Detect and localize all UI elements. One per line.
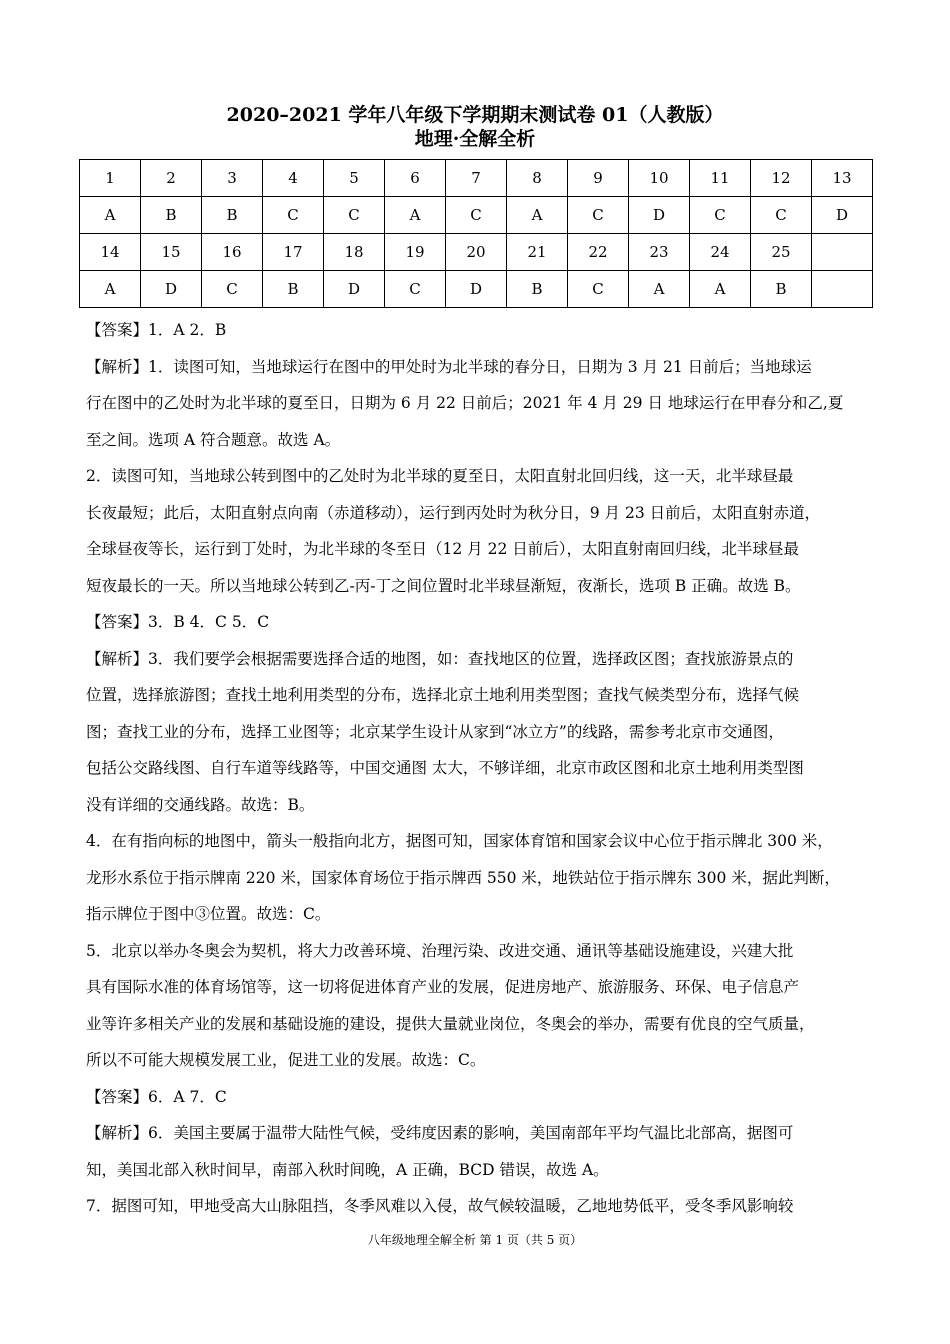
question-number-row [80, 234, 873, 271]
answer-cell: C [568, 197, 629, 234]
answer-cell: C [690, 197, 751, 234]
answer-cell: B [141, 197, 202, 234]
text-line: 全球昼夜等长，运行到丁处时，为北半球的冬至日（12 月 22 日前后），太阳直射南回归线，北半球昼最 [86, 540, 799, 558]
text-line: 【答案】1．A 2．B [86, 321, 227, 339]
text-line: 至之间。选项 A 符合题意。故选 A。 [86, 430, 341, 449]
question-number-cell: 10 [629, 160, 690, 197]
question-number-cell: 12 [751, 160, 812, 197]
question-number-cell: 5 [324, 160, 385, 197]
answer-cell: D [446, 271, 507, 308]
question-number-cell: 9 [568, 160, 629, 197]
answer-cell: C [568, 271, 629, 308]
page-footer: 八年级地理全解全析 第 1 页（共 5 页） [367, 1233, 583, 1247]
question-number-cell: 20 [446, 234, 507, 271]
question-number-cell: 7 [446, 160, 507, 197]
text-line: 【答案】3．B 4．C 5．C [86, 613, 270, 631]
answer-cell: D [812, 197, 873, 234]
text-line: 【解析】1．读图可知，当地球运行在图中的甲处时为北半球的春分日，日期为 3 月 21 日前后；当地球运 [86, 357, 812, 376]
question-number-cell: 16 [202, 234, 263, 271]
explanation-text [86, 312, 876, 1225]
answer-cell: C [263, 197, 324, 234]
text-line: 7．据图可知，甲地受高大山脉阻挡，冬季风难以入侵，故气候较温暖，乙地地势低平，受冬季风影响较 [86, 1197, 794, 1215]
document-subtitle: 地理·全解全析 [414, 128, 536, 150]
question-number-cell: 17 [263, 234, 324, 271]
text-line: 行在图中的乙处时为北半球的夏至日，日期为 6 月 22 日前后；2021 年 4 月 29 日 地球运行在甲春分和乙,夏 [86, 394, 844, 412]
text-line: 图；查找工业的分布，选择工业图等；北京某学生设计从家到“冰立方”的线路，需参考北京市交通图， [86, 722, 784, 741]
text-line: 位置，选择旅游图；查找土地利用类型的分布，选择北京土地利用类型图；查找气候类型分布，选择气候 [86, 686, 800, 704]
question-number-cell: 25 [751, 234, 812, 271]
answer-row [80, 271, 873, 308]
answer-table [79, 159, 873, 308]
text-line: 4．在有指向标的地图中，箭头一般指向北方，据图可知，国家体育馆和国家会议中心位于指示牌北 300 米， [86, 832, 833, 850]
answer-cell: C [385, 271, 446, 308]
question-number-cell: 1 [80, 160, 141, 197]
text-line: 【解析】6．美国主要属于温带大陆性气候，受纬度因素的影响，美国南部年平均气温比北部高，据图可 [86, 1124, 794, 1142]
document-title: 2020–2021 学年八年级下学期期末测试卷 01（人教版） [226, 104, 724, 126]
answer-cell: C [324, 197, 385, 234]
question-number-cell: 3 [202, 160, 263, 197]
question-number-cell [812, 234, 873, 271]
question-number-cell: 6 [385, 160, 446, 197]
question-number-cell: 21 [507, 234, 568, 271]
question-number-cell: 14 [80, 234, 141, 271]
answer-cell: A [629, 271, 690, 308]
answer-cell: C [751, 197, 812, 234]
text-line: 业等许多相关产业的发展和基础设施的建设，提供大量就业岗位，冬奥会的举办，需要有优良的空气质量， [86, 1014, 815, 1033]
question-number-cell: 24 [690, 234, 751, 271]
answer-row [80, 197, 873, 234]
text-line: 【解析】3．我们要学会根据需要选择合适的地图，如：查找地区的位置，选择政区图；查找旅游景点的 [86, 649, 794, 668]
text-line: 具有国际水准的体育场馆等，这一切将促进体育产业的发展，促进房地产、旅游服务、环保、电子信息产 [86, 978, 800, 996]
text-line: 短夜最长的一天。所以当地球公转到乙-丙-丁之间位置时北半球昼渐短，夜渐长，选项 B 正确。故选 B。 [86, 576, 801, 595]
question-number-cell: 2 [141, 160, 202, 197]
text-line: 长夜最短；此后，太阳直射点向南（赤道移动），运行到丙处时为秋分日，9 月 23 日前后，太阳直射赤道， [86, 503, 821, 522]
answer-cell: D [324, 271, 385, 308]
question-number-cell: 19 [385, 234, 446, 271]
question-number-cell: 13 [812, 160, 873, 197]
text-line: 没有详细的交通线路。故选：B。 [86, 795, 315, 814]
question-number-cell: 4 [263, 160, 324, 197]
answer-cell: A [507, 197, 568, 234]
answer-cell: A [80, 271, 141, 308]
answer-cell: A [80, 197, 141, 234]
question-number-row [80, 160, 873, 197]
answer-cell: A [385, 197, 446, 234]
text-line: 所以不可能大规模发展工业，促进工业的发展。故选：C。 [86, 1051, 486, 1069]
answer-cell: D [629, 197, 690, 234]
question-number-cell: 23 [629, 234, 690, 271]
text-line: 【答案】6．A 7．C [86, 1087, 227, 1106]
text-line: 指示牌位于图中③位置。故选：C。 [86, 905, 331, 923]
question-number-cell: 15 [141, 234, 202, 271]
answer-cell: B [263, 271, 324, 308]
question-number-cell: 18 [324, 234, 385, 271]
answer-cell: D [141, 271, 202, 308]
text-line: 5．北京以举办冬奥会为契机，将大力改善环境、治理污染、改进交通、通讯等基础设施建设，兴建大批 [86, 941, 794, 960]
text-line: 龙形水系位于指示牌南 220 米，国家体育场位于指示牌西 550 米，地铁站位于指示牌东 300 米，据此判断， [86, 868, 840, 887]
answer-cell: C [446, 197, 507, 234]
question-number-cell: 22 [568, 234, 629, 271]
answer-cell: B [751, 271, 812, 308]
text-line: 包括公交路线图、自行车道等线路等，中国交通图 太大，不够详细，北京市政区图和北京土地利用类型图 [86, 759, 804, 777]
answer-cell [812, 271, 873, 308]
question-number-cell: 11 [690, 160, 751, 197]
answer-cell: A [690, 271, 751, 308]
answer-cell: C [202, 271, 263, 308]
answer-cell: B [202, 197, 263, 234]
text-line: 知，美国北部入秋时间早，南部入秋时间晚，A 正确，BCD 错误，故选 A。 [86, 1160, 609, 1179]
answer-cell: B [507, 271, 568, 308]
question-number-cell: 8 [507, 160, 568, 197]
text-line: 2．读图可知，当地球公转到图中的乙处时为北半球的夏至日，太阳直射北回归线，这一天，北半球昼最 [86, 467, 794, 485]
